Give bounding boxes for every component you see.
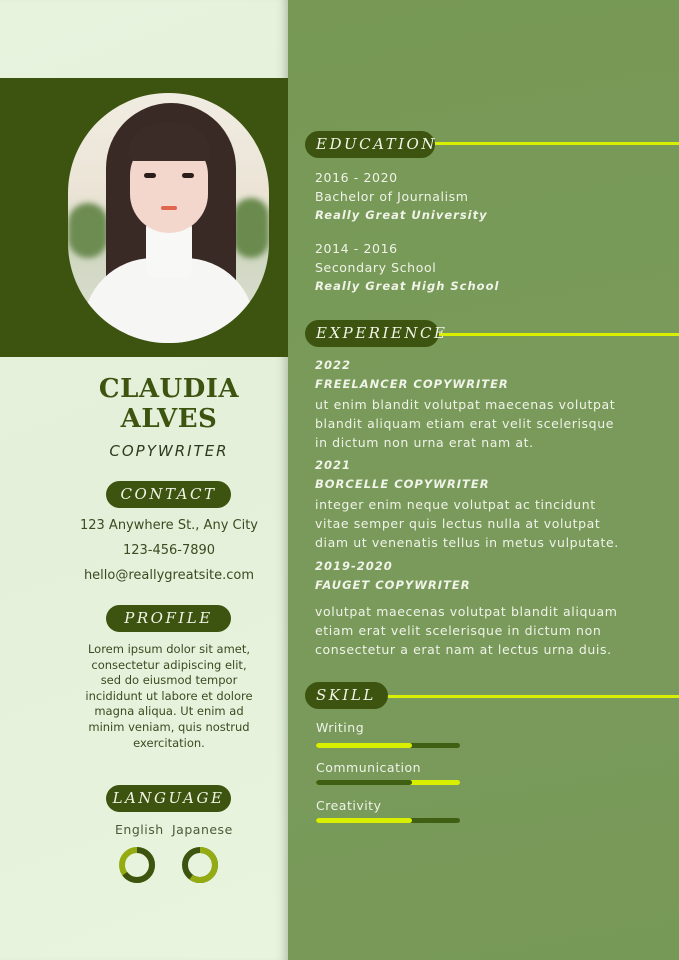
education-divider-line bbox=[430, 142, 679, 145]
language-english-label: English bbox=[115, 822, 164, 837]
photo-bangs bbox=[128, 123, 210, 161]
skill-writing-bar bbox=[316, 743, 460, 748]
experience-title: FREELANCER COPYWRITER bbox=[315, 377, 509, 391]
experience-heading: EXPERIENCE bbox=[305, 320, 439, 347]
contact-heading: CONTACT bbox=[106, 481, 231, 508]
skill-communication-bar bbox=[316, 780, 460, 785]
experience-description: volutpat maecenas volutpat blandit aliquam etiam erat velit scelerisque in dictum non consectetur a erat nam at lectus urna duis. bbox=[315, 604, 618, 657]
experience-title: BORCELLE COPYWRITER bbox=[315, 477, 490, 491]
photo-lips bbox=[161, 206, 177, 210]
photo-eye bbox=[182, 173, 194, 178]
contact-email[interactable]: hello@reallygreatsite.com bbox=[83, 568, 255, 583]
experience-divider-line bbox=[435, 333, 679, 336]
photo-eye bbox=[144, 173, 156, 178]
experience-year: 2021 bbox=[315, 458, 352, 472]
experience-year: 2019-2020 bbox=[315, 559, 393, 573]
skill-heading: SKILL bbox=[305, 682, 388, 709]
job-title: COPYWRITER bbox=[109, 442, 229, 460]
skill-communication-label: Communication bbox=[316, 760, 422, 775]
experience-description: ut enim blandit volutpat maecenas volutpat blandit aliquam etiam erat velit scelerisque in dictum non urna erat nam at. bbox=[315, 397, 616, 450]
skill-writing-label: Writing bbox=[316, 720, 365, 735]
japanese-proficiency-ring-icon bbox=[181, 846, 219, 884]
experience-description: integer enim neque volutpat ac tincidunt vitae semper quis lectus nulla at volutpat diam ut venenatis tellus in metus vulputate. bbox=[315, 497, 619, 550]
profile-heading: PROFILE bbox=[106, 605, 231, 632]
education-degree: Bachelor of Journalism bbox=[315, 189, 469, 204]
first-name: CLAUDIA bbox=[98, 374, 240, 404]
last-name: ALVES bbox=[120, 404, 218, 434]
education-heading: EDUCATION bbox=[305, 131, 435, 158]
education-years: 2016 - 2020 bbox=[315, 170, 398, 185]
photo-background-bush bbox=[233, 198, 269, 258]
education-degree: Secondary School bbox=[315, 260, 437, 275]
candidate-name bbox=[0, 374, 338, 434]
skill-communication-fill bbox=[316, 780, 412, 785]
experience-year: 2022 bbox=[315, 358, 352, 372]
education-school: Really Great High School bbox=[315, 279, 500, 293]
skill-creativity-fill bbox=[316, 818, 412, 823]
profile-summary: Lorem ipsum dolor sit amet, consectetur adipiscing elit, sed do eiusmod tempor incididunt ut labore et dolore magna aliqua. Ut enim ad minim veniam, quis nostrud exercitation. bbox=[85, 642, 253, 750]
contact-address: 123 Anywhere St., Any City bbox=[79, 518, 258, 533]
profile-photo bbox=[68, 93, 269, 343]
contact-phone: 123-456-7890 bbox=[122, 543, 216, 558]
skill-divider-line bbox=[385, 695, 679, 698]
skill-writing-fill bbox=[316, 743, 412, 748]
education-school: Really Great University bbox=[315, 208, 488, 222]
language-heading: LANGUAGE bbox=[106, 785, 231, 812]
skill-creativity-bar bbox=[316, 818, 460, 823]
english-proficiency-ring-icon bbox=[118, 846, 156, 884]
experience-title: FAUGET COPYWRITER bbox=[315, 578, 471, 592]
language-japanese-label: Japanese bbox=[172, 822, 233, 837]
education-years: 2014 - 2016 bbox=[315, 241, 398, 256]
skill-creativity-label: Creativity bbox=[316, 798, 382, 813]
photo-background-bush bbox=[68, 203, 108, 258]
